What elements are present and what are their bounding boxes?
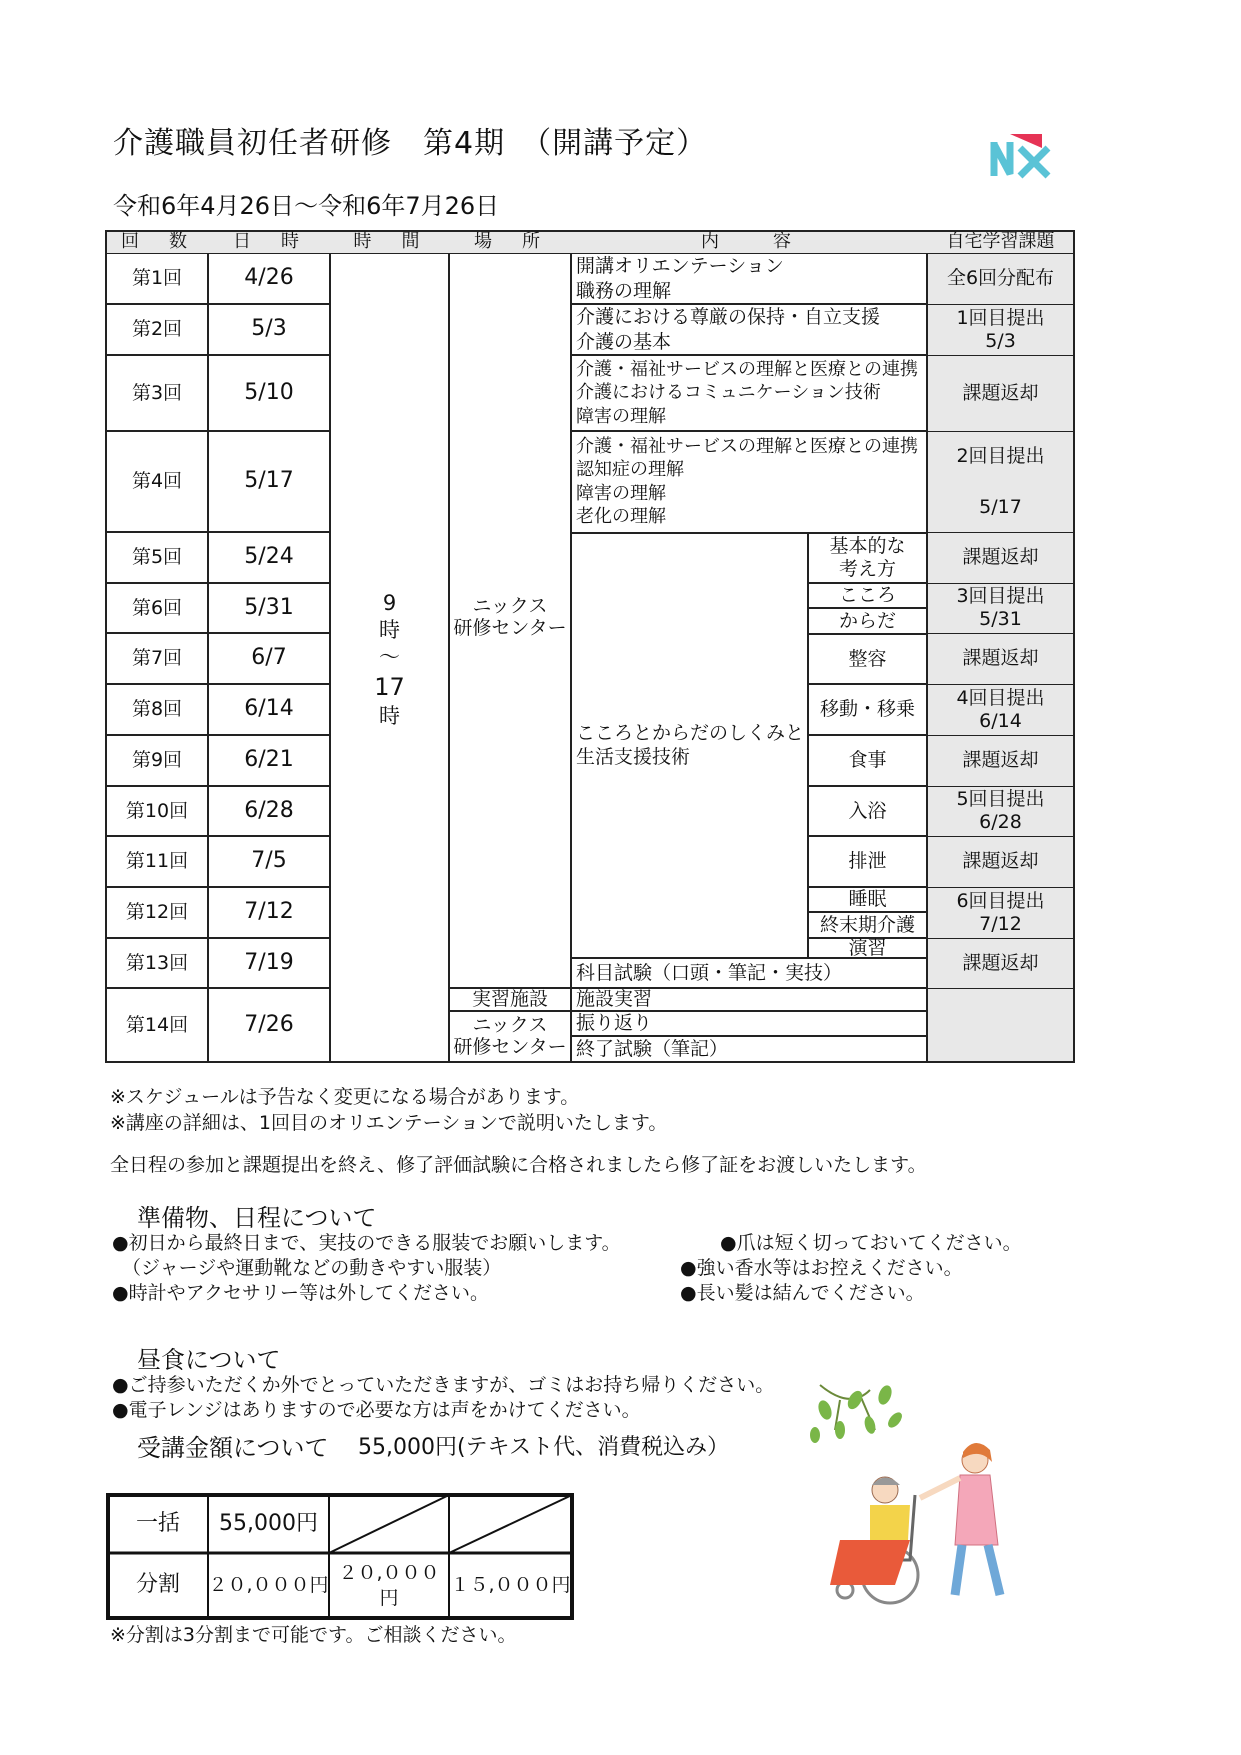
sub-nyuyoku: 入浴 <box>848 799 887 822</box>
prep-item: ●時計やアクセサリー等は外してください。 <box>112 1282 490 1304</box>
content-shuryo: 終了試験（筆記） <box>576 1037 729 1060</box>
table-row-num: 第7回 <box>131 647 183 670</box>
table-row-date: 6/14 <box>244 696 294 722</box>
homework-cell: 1回目提出 5/3 <box>956 306 1045 352</box>
caregiver-wheelchair-illustration-icon <box>800 1380 1030 1610</box>
content-shisetsu: 施設実習 <box>576 988 653 1011</box>
table-row-num: 第6回 <box>131 596 183 619</box>
homework-cell: 4回目提出 6/14 <box>956 686 1045 732</box>
sub-shokuji: 食事 <box>848 749 887 772</box>
sub-suimin: 睡眠 <box>848 888 887 911</box>
table-row-num: 第13回 <box>125 951 189 974</box>
table-row-date: 6/21 <box>244 747 294 773</box>
prep-item: ●長い髪は結んでください。 <box>680 1282 925 1304</box>
content-row-1: 開講オリエンテーション 職務の理解 <box>576 255 784 302</box>
table-row-date: 7/12 <box>244 899 294 925</box>
time-cell: 9 時 ～ 17 時 <box>374 590 405 728</box>
note-certificate: 全日程の参加と課題提出を終え、修了評価試験に合格されましたら修了証をお渡しいたします。 <box>110 1154 927 1176</box>
prep-title: 準備物、日程について <box>137 1204 377 1232</box>
fee-amount: 55,000円(テキスト代、消費税込み） <box>358 1435 730 1460</box>
place-cell: ニックス 研修センター <box>453 595 567 639</box>
table-row-num: 第12回 <box>125 901 189 924</box>
note-schedule: ※スケジュールは予告なく変更になる場合があります。 <box>110 1086 580 1108</box>
table-row-date: 7/26 <box>244 1011 294 1037</box>
sub-kokoro: こころ <box>838 584 896 607</box>
place-jisshu: 実習施設 <box>471 988 548 1011</box>
prep-item: （ジャージや運動靴などの動きやすい服装） <box>122 1257 502 1279</box>
content-row-2: 介護における尊厳の保持・自立支援 介護の基本 <box>576 306 881 353</box>
sub-haisetsu: 排泄 <box>848 850 887 873</box>
col-header-count: 回 数 <box>121 231 193 253</box>
fee-lump-label: 一括 <box>135 1510 180 1536</box>
sub-enshu: 演習 <box>848 936 887 959</box>
lunch-item: ●電子レンジはありますので必要な方は声をかけてください。 <box>112 1399 641 1421</box>
fee-split-value: ２０,０００円 <box>208 1574 329 1597</box>
col-header-content: 内 容 <box>701 231 797 253</box>
note-details: ※講座の詳細は、1回目のオリエンテーションで説明いたします。 <box>110 1112 668 1134</box>
col-header-place: 場 所 <box>474 231 546 253</box>
content-row-3: 介護・福祉サービスの理解と医療との連携 介護におけるコミュニケーション技術 障害の理解 <box>576 359 918 427</box>
table-row-date: 7/5 <box>251 848 287 874</box>
sub-shumatsu: 終末期介護 <box>819 913 915 936</box>
table-row-num: 第2回 <box>131 318 183 341</box>
table-row-date: 6/7 <box>251 645 287 671</box>
table-row-date: 5/31 <box>244 594 294 620</box>
table-row-num: 第1回 <box>131 267 183 290</box>
homework-cell: 課題返却 <box>962 647 1039 670</box>
homework-cell: 3回目提出 5/31 <box>956 585 1045 630</box>
col-header-homework: 自宅学習課題 <box>946 231 1055 253</box>
table-row-num: 第8回 <box>131 698 183 721</box>
fee-split-label: 分割 <box>135 1572 180 1598</box>
fee-title: 受講金額について <box>137 1434 329 1462</box>
fee-split-value: ２０,０００円 <box>338 1562 440 1609</box>
page-title: 介護職員初任者研修 第4期 （開講予定） <box>113 126 708 161</box>
homework-cell: 課題返却 <box>962 951 1039 974</box>
homework-cell: 全6回分配布 <box>946 267 1055 290</box>
table-row-num: 第10回 <box>125 799 189 822</box>
homework-cell: 2回目提出 5/17 <box>956 445 1045 518</box>
homework-cell: 課題返却 <box>962 749 1039 772</box>
prep-item: ●初日から最終日まで、実技のできる服装でお願いします。 <box>112 1232 621 1254</box>
homework-cell: 6回目提出 7/12 <box>956 889 1045 935</box>
table-row-date: 7/19 <box>244 949 294 975</box>
sub-kihon: 基本的な 考え方 <box>829 535 906 580</box>
course-dates: 令和6年4月26日～令和6年7月26日 <box>113 192 500 220</box>
table-row-date: 5/24 <box>244 544 294 570</box>
table-row-date: 4/26 <box>244 265 294 291</box>
lunch-title: 昼食について <box>137 1346 281 1374</box>
table-row-num: 第3回 <box>131 381 183 404</box>
homework-cell: 5回目提出 6/28 <box>956 788 1045 833</box>
content-furikaeri: 振り返り <box>576 1012 653 1035</box>
table-row-num: 第4回 <box>131 470 183 493</box>
prep-item: ●爪は短く切っておいてください。 <box>720 1232 1022 1254</box>
table-row-date: 5/17 <box>244 468 294 494</box>
lunch-item: ●ご持参いただくか外でとっていただきますが、ゴミはお持ち帰りください。 <box>112 1374 775 1396</box>
homework-cell: 課題返却 <box>962 381 1039 404</box>
sub-karada: からだ <box>838 609 896 632</box>
content-row-4: 介護・福祉サービスの理解と医療との連携 認知症の理解 障害の理解 老化の理解 <box>576 436 918 527</box>
table-row-date: 5/10 <box>244 379 294 405</box>
fee-lump-value: 55,000円 <box>219 1510 318 1536</box>
col-header-time: 時 間 <box>353 231 426 253</box>
fee-note: ※分割は3分割まで可能です。ご相談ください。 <box>110 1624 517 1646</box>
sub-seiyo: 整容 <box>848 647 887 670</box>
col-header-date: 日 時 <box>233 231 305 253</box>
homework-cell: 課題返却 <box>962 850 1039 873</box>
table-row-num: 第14回 <box>125 1013 189 1036</box>
fee-split-value: １５,０００円 <box>450 1574 571 1597</box>
table-row-date: 5/3 <box>251 316 287 342</box>
homework-cell: 課題返却 <box>962 546 1039 569</box>
table-row-num: 第9回 <box>131 749 183 772</box>
place-last: ニックス 研修センター <box>453 1013 567 1058</box>
sub-ido: 移動・移乗 <box>819 698 915 721</box>
table-row-num: 第5回 <box>131 546 183 569</box>
content-kamoku: 科目試験（口頭・筆記・実技） <box>576 961 843 984</box>
content-kokoro: こころとからだのしくみと 生活支援技術 <box>576 721 805 768</box>
table-row-date: 6/28 <box>244 797 294 823</box>
prep-item: ●強い香水等はお控えください。 <box>680 1257 963 1279</box>
table-row-num: 第11回 <box>125 850 189 873</box>
